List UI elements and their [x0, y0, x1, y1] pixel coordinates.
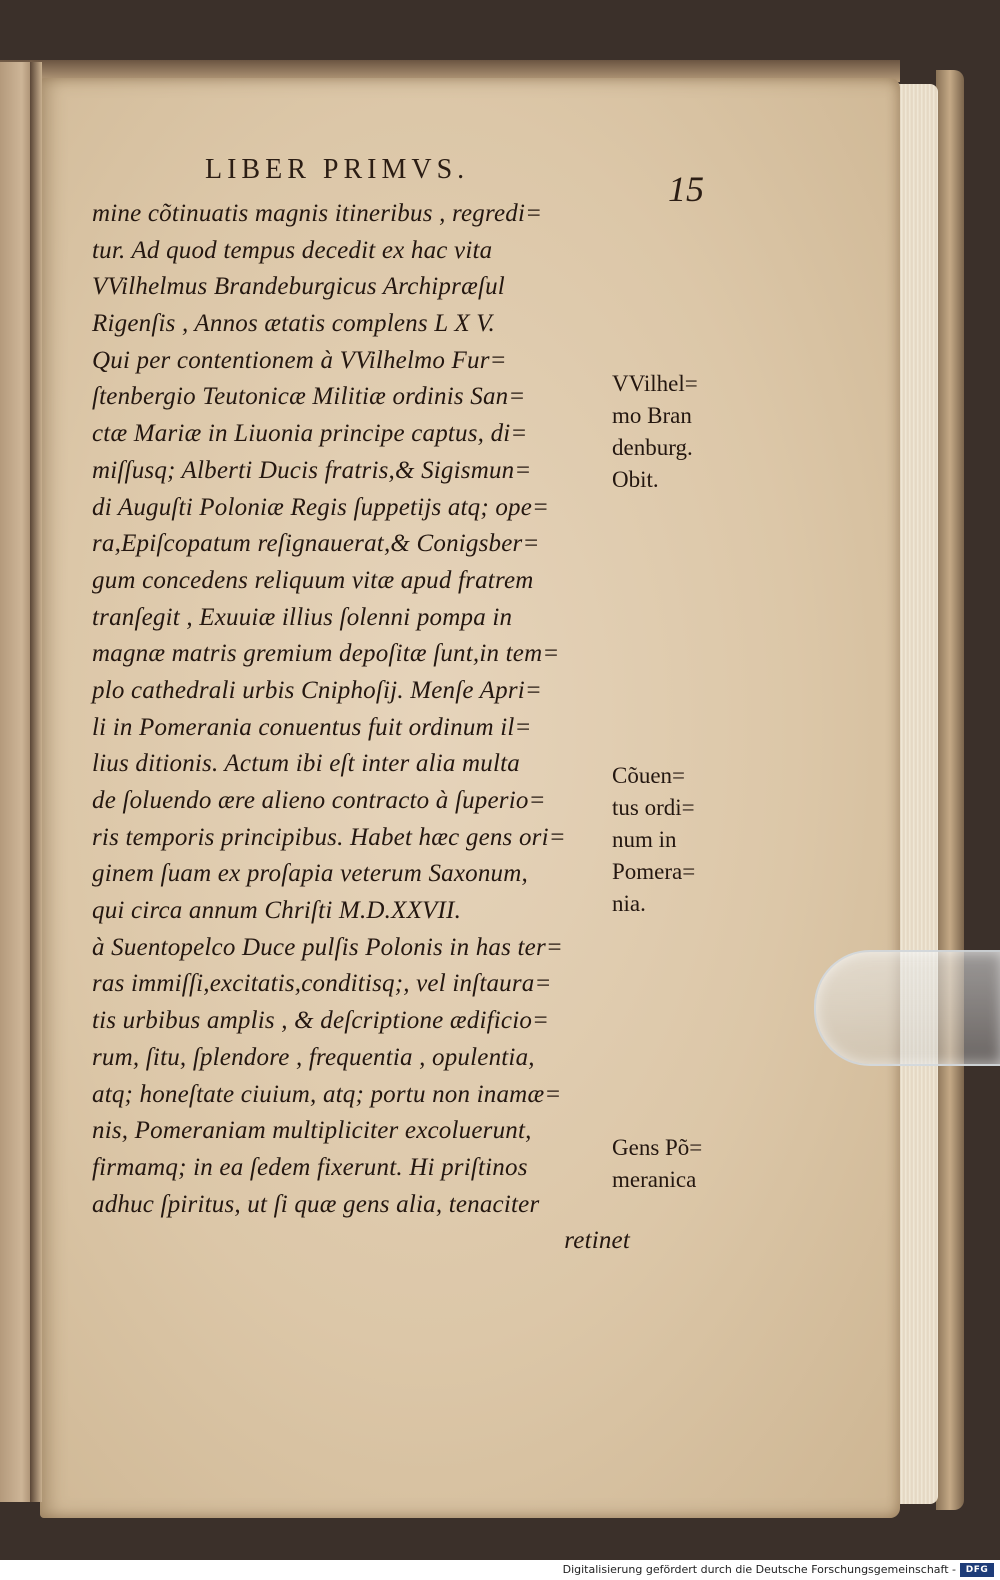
marginal-line: num in: [612, 827, 677, 852]
text-line: plo cathedrali urbis Cniphoſij. Menſe Apri=: [92, 676, 542, 704]
marginal-line: mo Bran: [612, 403, 692, 428]
text-line: firmamq; in ea ſedem fixerunt. Hi priſtinos: [92, 1153, 528, 1181]
marginal-line: VVilhel=: [612, 371, 698, 396]
text-line: ctæ Mariæ in Liuonia principe captus, di=: [92, 420, 528, 448]
funding-credit: Digitalisierung gefördert durch die Deutsche Forschungsgemeinschaft -: [562, 1563, 956, 1576]
text-line: ſtenbergio Teutonicæ Militiæ ordinis San=: [92, 383, 526, 411]
text-line: di Auguſti Poloniæ Regis ſuppetijs atq; ope=: [92, 493, 550, 521]
footer-bar: [0, 1560, 1000, 1580]
text-line: miſſusq; Alberti Ducis fratris,& Sigismun=: [92, 456, 532, 484]
marginal-note-wilhelm: [612, 368, 762, 496]
text-line: de ſoluendo ære alieno contracto à ſuperio=: [92, 787, 546, 814]
text-line: tur. Ad quod tempus decedit ex hac vita: [92, 236, 493, 264]
text-line: Rigenſis , Annos ætatis complens L X V.: [92, 310, 495, 338]
running-head: LIBER PRIMVS.: [205, 154, 470, 185]
page-clip: [814, 950, 1000, 1066]
book-spine: [30, 62, 42, 1502]
text-line: tis urbibus amplis , & deſcriptione ædificio=: [92, 1007, 550, 1035]
marginal-line: nia.: [612, 891, 646, 916]
marginal-note-gens: [612, 1132, 762, 1196]
page-block-edges: [898, 84, 938, 1504]
page-number: 15: [668, 169, 704, 209]
marginal-note-conventus: [612, 760, 762, 920]
marginal-line: Gens Põ=: [612, 1135, 703, 1160]
text-line: à Suentopelco Duce pulſis Polonis in has ter=: [92, 933, 563, 961]
text-line: ra,Epiſcopatum reſignauerat,& Conigsber=: [92, 530, 540, 558]
marginal-line: Cõuen=: [612, 763, 686, 788]
text-line: ginem ſuam ex proſapia veterum Saxonum,: [92, 860, 528, 888]
text-line: Qui per contentionem à VVilhelmo Fur=: [92, 346, 507, 374]
text-line: magnæ matris gremium depoſitæ ſunt,in tem=: [92, 640, 560, 668]
text-line: qui circa annum Chriſti M.D.XXVII.: [92, 897, 462, 925]
text-line: ras immiſſi,excitatis,conditisq;, vel inſtaura=: [92, 970, 552, 998]
text-line: rum, ſitu, ſplendore , frequentia , opulentia,: [92, 1043, 535, 1071]
text-line: lius ditionis. Actum ibi eſt inter alia multa: [92, 750, 520, 778]
marginal-line: Obit.: [612, 467, 659, 492]
body-text: [92, 196, 632, 1260]
text-line: adhuc ſpiritus, ut ſi quæ gens alia, tenaciter: [92, 1190, 540, 1218]
text-line: tranſegit , Exuuiæ illius ſolenni pompa in: [92, 603, 513, 631]
text-line: nis, Pomeraniam multipliciter excoluerunt,: [92, 1117, 532, 1145]
marginal-line: tus ordi=: [612, 795, 695, 820]
marginal-line: meranica: [612, 1167, 697, 1192]
text-line: VVilhelmus Brandeburgicus Archipræſul: [92, 273, 505, 301]
text-line: mine cõtinuatis magnis itineribus , regredi=: [92, 200, 543, 227]
text-line: gum concedens reliquum vitæ apud fratrem: [92, 566, 534, 594]
text-line: li in Pomerania conuentus fuit ordinum il=: [92, 713, 532, 741]
catchword: retinet: [564, 1227, 630, 1255]
marginal-line: Pomera=: [612, 859, 696, 884]
text-line: atq; honeſtate ciuium, atq; portu non inamæ=: [92, 1080, 562, 1108]
text-line: ris temporis principibus. Habet hæc gens ori=: [92, 823, 566, 851]
marginal-line: denburg.: [612, 435, 693, 460]
cover-board-edge: [936, 70, 964, 1510]
dfg-logo: DFG: [960, 1563, 994, 1577]
